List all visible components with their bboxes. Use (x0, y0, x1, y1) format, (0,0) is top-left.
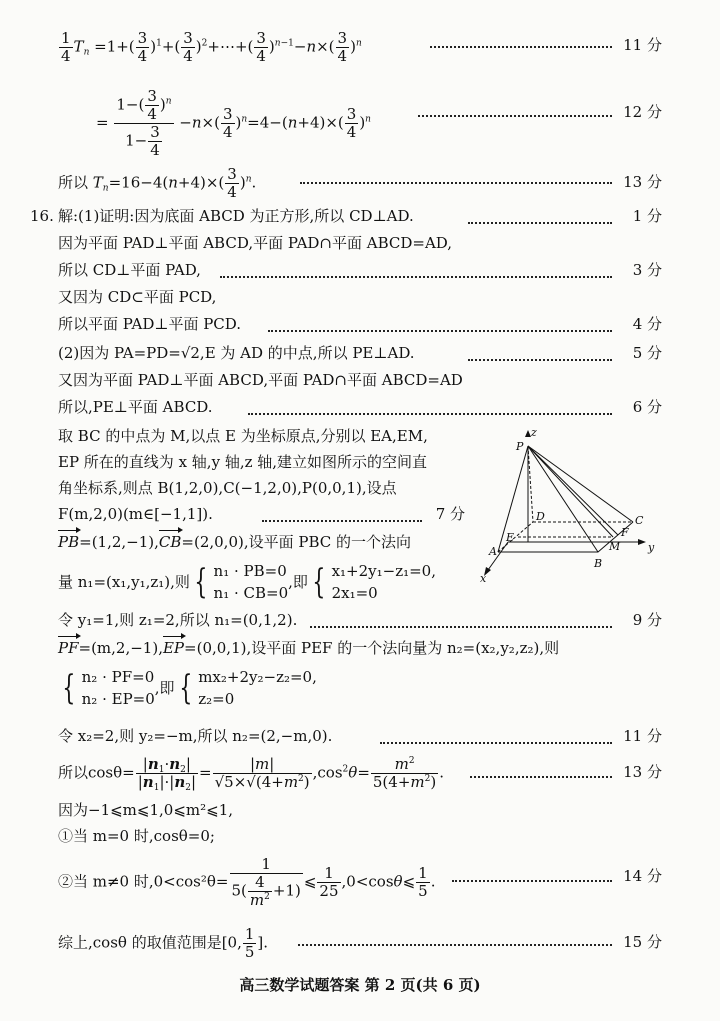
text-line: 解:(1)证明:因为底面 ABCD 为正方形,所以 CD⊥AD. (58, 207, 414, 225)
text-line: 角坐标系,则点 B(1,2,0),C(−1,2,0),P(0,0,1),设点 (58, 479, 397, 497)
leader-dots (300, 182, 612, 184)
score-label: 9 分 (632, 611, 662, 629)
leader-dots (468, 359, 612, 361)
score-label: 12 分 (623, 103, 662, 121)
text-line: ①当 m=0 时,cosθ=0; (58, 827, 215, 845)
text-line: 又因为 CD⊂平面 PCD, (58, 288, 217, 306)
text-line: EP 所在的直线为 x 轴,y 轴,z 轴,建立如图所示的空间直 (58, 453, 428, 471)
score-label: 5 分 (632, 344, 662, 362)
label-d: D (536, 510, 545, 523)
label-y: y (648, 541, 655, 554)
score-label: 13 分 (623, 173, 662, 191)
text-line: 又因为平面 PAD⊥平面 ABCD,平面 PAD∩平面 ABCD=AD (58, 371, 463, 389)
text-line: 因为平面 PAD⊥平面 ABCD,平面 PAD∩平面 ABCD=AD, (58, 234, 453, 252)
text-line: 所以 CD⊥平面 PAD, (58, 261, 201, 279)
score-label: 11 分 (623, 727, 662, 745)
line-tn-sum: $\frac{1}{4}$ $T_n =1+$( $\frac{3}{4}$ )$^1$+( $\frac{3}{4}$ )$^2$+⋯+( $\frac{3}{4}$ )$^{n-1}$−n×( $\frac{3}{4}$ )$^n$ (61, 29, 362, 65)
text-line: 量 n₁=(x₁,y₁,z₁),则 { n₁ · PB=0 n₁ · CB=0 ,即 { x₁+2y₁−z₁=0, 2x₁=0 (58, 562, 436, 602)
label-z: z (531, 426, 537, 439)
text-line: 因为−1⩽m⩽1,0⩽m²⩽1, (58, 801, 234, 819)
text-line: 取 BC 的中点为 M,以点 E 为坐标原点,分别以 EA,EM, (58, 427, 428, 445)
score-label: 14 分 (623, 867, 662, 885)
text-line: 令 y₁=1,则 z₁=2,所以 n₁=(0,1,2). (58, 611, 298, 629)
text-line: 综上,cosθ 的取值范围是[0, $\frac{1}{5}$ ]. (58, 925, 269, 961)
text-line: 所以,PE⊥平面 ABCD. (58, 398, 213, 416)
leader-dots (452, 880, 612, 882)
edge-pm (528, 446, 613, 537)
text-line: 令 x₂=2,则 y₂=−m,所以 n₂=(2,−m,0). (58, 727, 333, 745)
leader-dots (310, 626, 612, 628)
edge-pb (528, 446, 598, 552)
line-tn-simplify: = 1−( $\frac{3}{4}$ )$^n$ 1− $\frac{3}{4}$ −n×( $\frac{3}{4}$ )$^n$=4−(n+4)×( $\frac{3}{4}$ )$^n$ (96, 87, 371, 159)
leader-dots (262, 520, 422, 522)
score-label: 7 分 (435, 505, 465, 523)
leader-dots (380, 742, 612, 744)
leader-dots (418, 115, 612, 117)
score-label: 3 分 (632, 261, 662, 279)
text-line: (2)因为 PA=PD=√2,E 为 AD 的中点,所以 PE⊥AD. (58, 344, 415, 362)
edge-pd (528, 446, 533, 522)
text-line: PF=(m,2,−1),EP=(0,0,1),设平面 PEF 的一个法向量为 n₂=(x₂,y₂,z₂),则 (58, 639, 560, 657)
question-number: 16. (30, 207, 54, 225)
label-e: E (506, 531, 515, 544)
label-f: F (621, 526, 629, 539)
page-footer: 高三数学试题答案 第 2 页(共 6 页) (239, 976, 481, 994)
label-c: C (635, 514, 644, 527)
text-line: { n₂ · PF=0 n₂ · EP=0 ,即 { mx₂+2y₂−z₂=0, z₂=0 (62, 668, 317, 708)
leader-dots (468, 222, 612, 224)
pyramid-figure (478, 424, 668, 586)
score-label: 6 分 (632, 398, 662, 416)
leader-dots (470, 776, 612, 778)
label-x: x (480, 572, 487, 585)
score-label: 11 分 (623, 36, 662, 54)
score-label: 13 分 (623, 763, 662, 781)
leader-dots (430, 46, 612, 48)
line-tn-result: 所以 $T_n=16-4(n+4)\times$( $\frac{3}{4}$ )$^n$. (58, 165, 257, 201)
label-b: B (594, 557, 603, 570)
label-a: A (489, 545, 497, 558)
label-m: M (609, 540, 621, 553)
text-line: ②当 m≠0 时,0<cos²θ= 1 5( $\frac{4}{m^2}$ +1) ⩽ $\frac{1}{25}$ ,0<cosθ⩽ $\frac{1}{5}$ . (58, 855, 436, 909)
leader-dots (248, 413, 612, 415)
leader-dots (220, 276, 612, 278)
score-label: 15 分 (623, 933, 662, 951)
leader-dots (268, 330, 612, 332)
score-label: 4 分 (632, 315, 662, 333)
leader-dots (298, 944, 612, 946)
text-line: 所以cosθ= $\frac{|n_1\cdot n_2|}{|n_1|\cdot|n_2|}$ = $\frac{|m|}{√5\times√(4+m^2)}$ $,\cos^2\theta=$ $\frac{m^2}{5(4+m^2)}$ . (58, 755, 445, 793)
text-line: 所以平面 PAD⊥平面 PCD. (58, 315, 242, 333)
text-line: PB=(1,2,−1),CB=(2,0,0),设平面 PBC 的一个法向 (58, 533, 412, 551)
label-p: P (516, 440, 524, 453)
y-axis-arrow (638, 539, 646, 545)
text-line: F(m,2,0)(m∈[−1,1]). (58, 505, 213, 523)
score-label: 1 分 (632, 207, 662, 225)
